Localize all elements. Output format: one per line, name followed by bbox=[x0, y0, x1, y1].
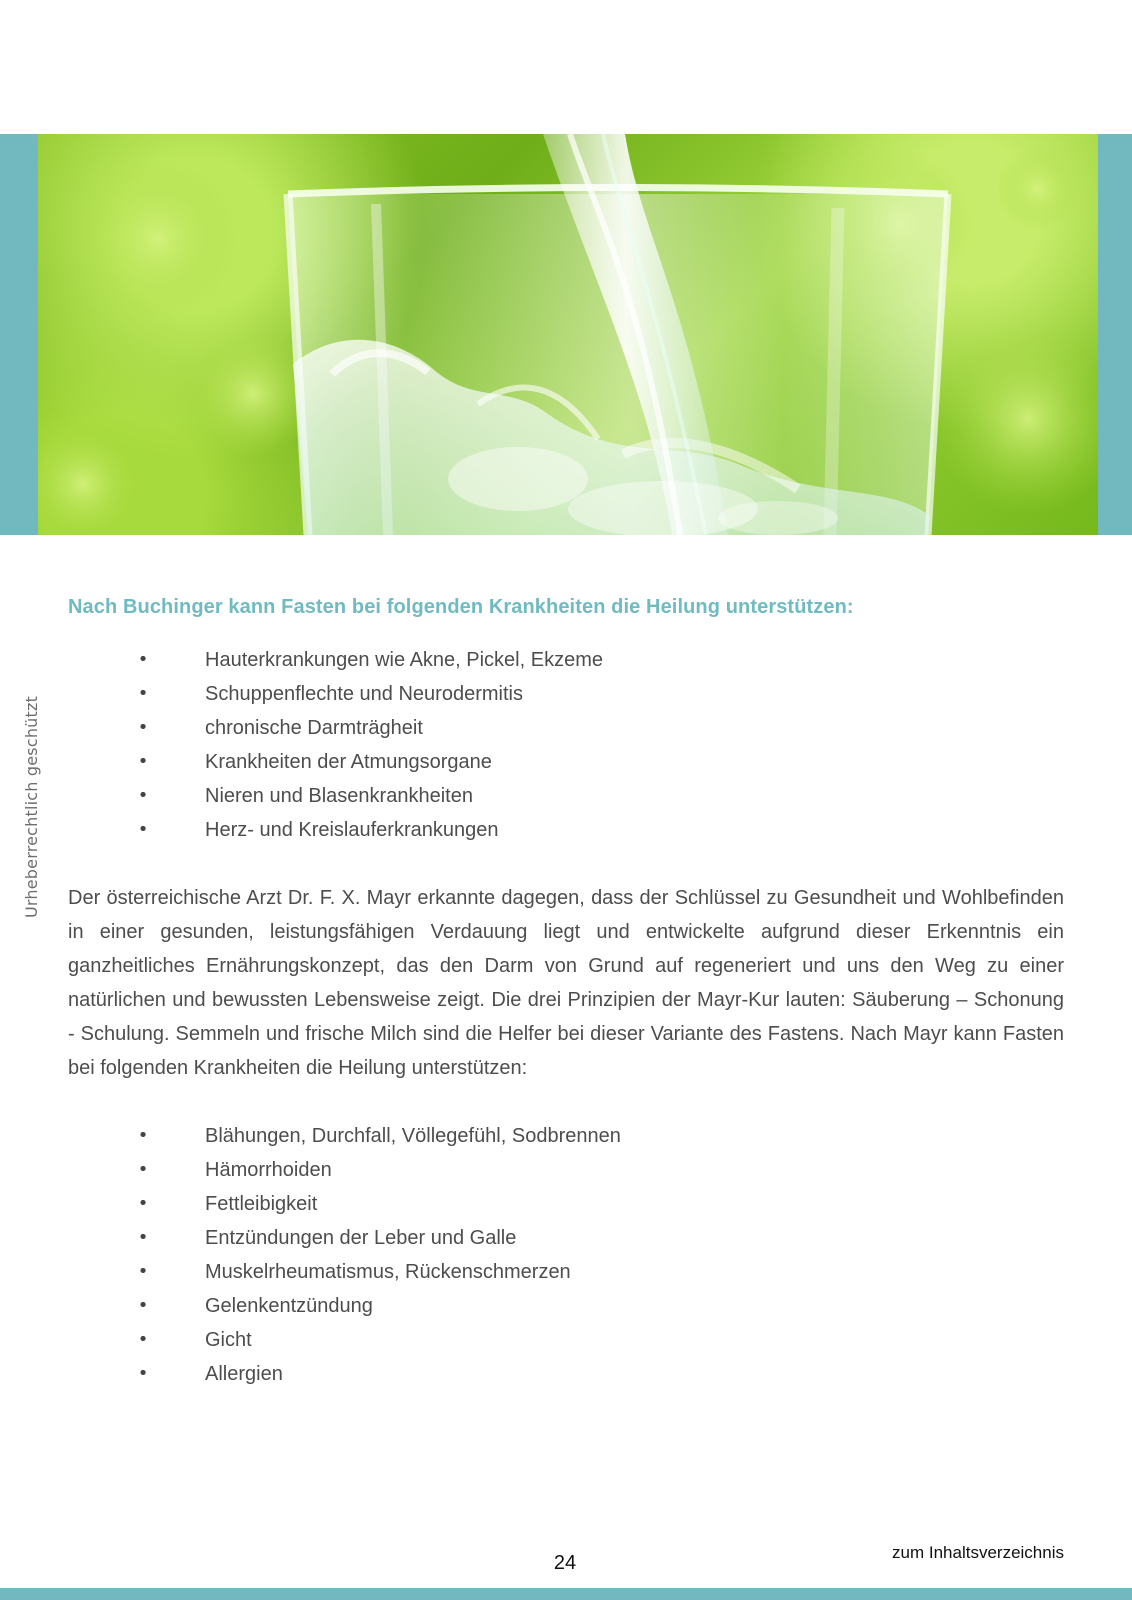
condition-label: Krankheiten der Atmungsorgane bbox=[205, 751, 492, 773]
bullet-icon: • bbox=[137, 1363, 149, 1384]
bullet-icon: • bbox=[137, 1125, 149, 1146]
list-item bbox=[68, 1187, 1064, 1221]
bullet-icon: • bbox=[137, 1261, 149, 1282]
water-glass-image bbox=[38, 134, 1098, 535]
condition-label: Herz- und Kreislauferkrankungen bbox=[205, 819, 499, 841]
list-item bbox=[68, 745, 1064, 779]
condition-label: Hauterkrankungen wie Akne, Pickel, Ekzeme bbox=[205, 649, 603, 671]
list-item bbox=[68, 643, 1064, 677]
list-item bbox=[68, 1323, 1064, 1357]
document-content bbox=[68, 590, 1064, 1391]
condition-label: chronische Darmträgheit bbox=[205, 717, 423, 739]
list-item bbox=[68, 1357, 1064, 1391]
condition-label: Hämorrhoiden bbox=[205, 1159, 332, 1181]
condition-label: Schuppenflechte und Neurodermitis bbox=[205, 683, 523, 705]
bullet-icon: • bbox=[137, 1159, 149, 1180]
footer-accent-bar bbox=[0, 1588, 1132, 1600]
list-item bbox=[68, 677, 1064, 711]
list-item bbox=[68, 1119, 1064, 1153]
page-number: 24 bbox=[553, 1552, 577, 1574]
list-item bbox=[68, 711, 1064, 745]
condition-label: Muskelrheumatismus, Rückenschmerzen bbox=[205, 1261, 571, 1283]
condition-label: Gicht bbox=[205, 1329, 252, 1351]
mayr-condition-list bbox=[68, 1119, 1064, 1391]
bullet-icon: • bbox=[137, 785, 149, 806]
bullet-icon: • bbox=[137, 819, 149, 840]
bullet-icon: • bbox=[137, 751, 149, 772]
condition-label: Fettleibigkeit bbox=[205, 1193, 318, 1215]
bullet-icon: • bbox=[137, 717, 149, 738]
bullet-icon: • bbox=[137, 1295, 149, 1316]
list-item bbox=[68, 1289, 1064, 1323]
condition-label: Nieren und Blasenkrankheiten bbox=[205, 785, 473, 807]
condition-label: Entzündungen der Leber und Galle bbox=[205, 1227, 517, 1249]
condition-label: Gelenkentzündung bbox=[205, 1295, 373, 1317]
bullet-icon: • bbox=[137, 683, 149, 704]
bullet-icon: • bbox=[137, 1193, 149, 1214]
list-item bbox=[68, 1255, 1064, 1289]
buchinger-condition-list bbox=[68, 643, 1064, 847]
list-item bbox=[68, 813, 1064, 847]
list-item bbox=[68, 1153, 1064, 1187]
condition-label: Blähungen, Durchfall, Völlegefühl, Sodbrennen bbox=[205, 1125, 621, 1147]
copyright-side-note: Urheberrechtlich geschützt bbox=[22, 695, 41, 918]
bullet-icon: • bbox=[137, 1329, 149, 1350]
list-item bbox=[68, 779, 1064, 813]
list-item bbox=[68, 1221, 1064, 1255]
mayr-paragraph: Der österreichische Arzt Dr. F. X. Mayr erkannte dagegen, dass der Schlüssel zu Gesundheit und Wohlbefinden in einer gesunden, leistungsfähigen Verdauung liegt und entwickelte aufgrund dieser Erkenntnis ein ganzheitliches Ernährungskonzept, das den Darm von Grund auf regeneriert und uns den Weg zu einer natürlichen und bewussten Lebensweise zeigt. Die drei Prinzipien der Mayr-Kur lauten: Säuberung – Schonung - Schulung. Semmeln und frische Milch sind die Helfer bei dieser Variante des Fastens. Nach Mayr kann Fasten bei folgenden Krankheiten die Heilung unterstützen: bbox=[68, 887, 1064, 1079]
bullet-icon: • bbox=[137, 649, 149, 670]
table-of-contents-link[interactable]: zum Inhaltsverzeichnis bbox=[892, 1543, 1064, 1562]
condition-label: Allergien bbox=[205, 1363, 283, 1385]
bullet-icon: • bbox=[137, 1227, 149, 1248]
buchinger-heading: Nach Buchinger kann Fasten bei folgenden Krankheiten die Heilung unterstützen: bbox=[68, 596, 854, 618]
